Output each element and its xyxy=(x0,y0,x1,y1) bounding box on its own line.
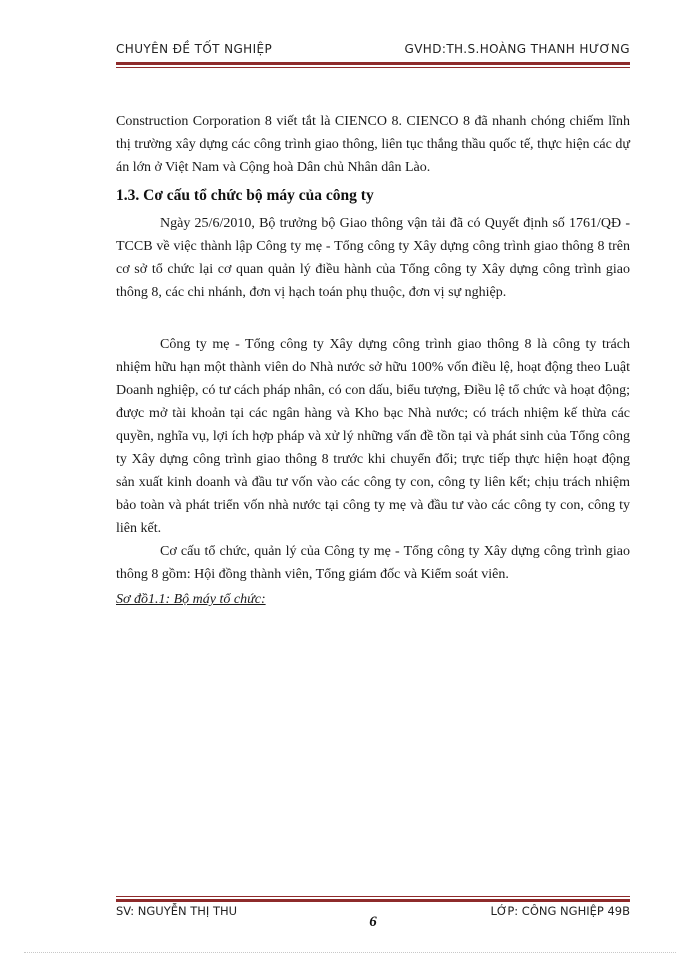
paragraph-decision: Ngày 25/6/2010, Bộ trưởng bộ Giao thông vận tải đã có Quyết định số 1761/QĐ - TCCB về việc thành lập Công ty mẹ - Tổng công ty Xây dựng công trình giao thông 8 trên cơ sở tổ chức lại cơ quan quản lý điều hành của Tổng công ty Xây dựng công trình giao thông 8, các chi nhánh, đơn vị hạch toán phụ thuộc, đơn vị sự nghiệp. xyxy=(116,216,630,300)
paragraph-structure: Cơ cấu tổ chức, quản lý của Công ty mẹ - Tổng công ty Xây dựng công trình giao thông 8 gồm: Hội đồng thành viên, Tổng giám đốc và Kiểm soát viên. xyxy=(116,544,630,582)
footer-rule-thin xyxy=(116,896,630,897)
section-heading: 1.3. Cơ cấu tổ chức bộ máy của công ty xyxy=(116,187,374,204)
header-title: CHUYÊN ĐỀ TỐT NGHIỆP xyxy=(116,42,273,56)
page-header xyxy=(116,42,630,58)
footer-rule-thick xyxy=(116,899,630,902)
page-number: 6 xyxy=(369,914,377,930)
footer-student: SV: NGUYỄN THỊ THU xyxy=(116,904,238,918)
page-bottom-divider xyxy=(24,952,676,953)
paragraph-intro: Construction Corporation 8 viết tắt là CIENCO 8. CIENCO 8 đã nhanh chóng chiếm lĩnh thị trường xây dựng các công trình giao thông, liên tục thắng thầu quốc tế, thực hiện các dự án lớn ở Việt Nam và Cộng hoà Dân chủ Nhân dân Lào. xyxy=(116,114,630,175)
diagram-caption: Sơ đồ1.1: Bộ máy tổ chức: xyxy=(116,592,266,607)
header-supervisor: GVHD:TH.S.HOÀNG THANH HƯƠNG xyxy=(404,42,630,56)
header-rule-thick xyxy=(116,62,630,65)
paragraph-company-status: Công ty mẹ - Tổng công ty Xây dựng công trình giao thông 8 là công ty trách nhiệm hữu hạn một thành viên do Nhà nước sở hữu 100% vốn điều lệ, hoạt động theo Luật Doanh nghiệp, có tư cách pháp nhân, có con dấu, biểu tượng, Điều lệ tổ chức và hoạt động; được mở tài khoản tại các ngân hàng và Kho bạc Nhà nước; có trách nhiệm kế thừa các quyền, nghĩa vụ, lợi ích hợp pháp và xử lý những vấn đề tồn tại và phát sinh của Tổng công ty Xây dựng công trình giao thông 8 trước khi chuyển đổi; trực tiếp thực hiện hoạt động sản xuất kinh doanh và đầu tư vốn vào các công ty con, công ty liên kết; chịu trách nhiệm bảo toàn và phát triển vốn nhà nước tại công ty mẹ và đầu tư vào các công ty con, công ty liên kết. xyxy=(116,337,630,536)
header-rule-thin xyxy=(116,67,630,68)
footer-class: LỚP: CÔNG NGHIỆP 49B xyxy=(490,904,630,918)
